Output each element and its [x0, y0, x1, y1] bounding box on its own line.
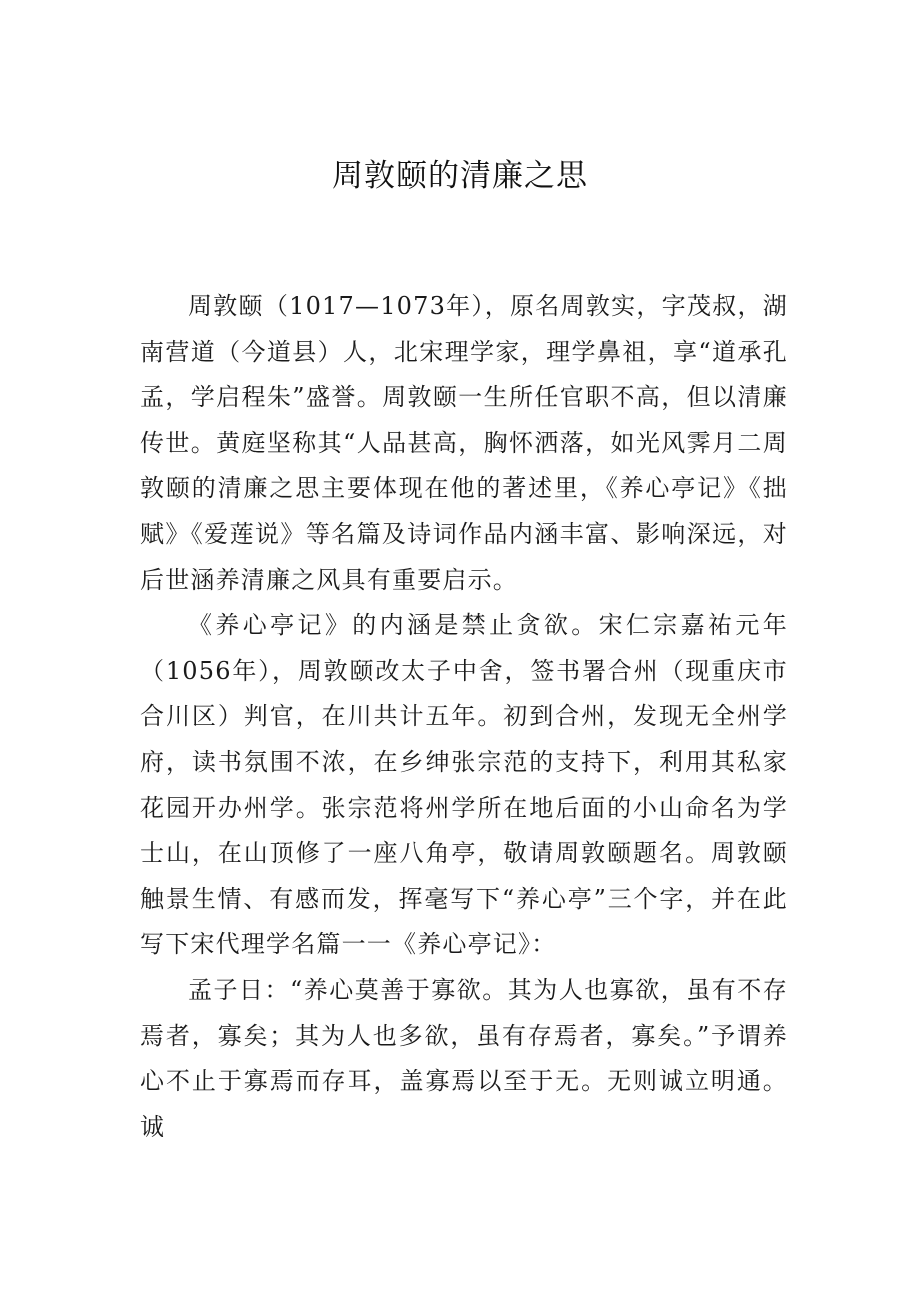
page-title: 周敦颐的清廉之思	[332, 158, 588, 194]
paragraph-yangxinting: 《养心亭记》的内涵是禁止贪欲。宋仁宗嘉祐元年（1056年），周敦颐改太子中舍，签书署合州（现重庆市合川区）判官，在川共计五年。初到合州，发现无全州学府，读书氛围不浓，在乡绅张宗范的支持下，利用其私家花园开办州学。张宗范将州学所在地后面的小山命名为学士山，在山顶修了一座八角亭，敬请周敦颐题名。周敦颐触景生情、有感而发，挥毫写下“养心亭”三个字，并在此写下宋代理学名篇一一《养心亭记》：	[140, 611, 788, 959]
paragraph-intro: 周敦颐（1017—1073年），原名周敦实，字茂叔，湖南营道（今道县）人，北宋理学家，理学鼻祖，享“道承孔孟，学启程朱”盛誉。周敦颐一生所任官职不高，但以清廉传世。黄庭坚称其“人品甚高，胸怀洒落，如光风霁月二周敦颐的清廉之思主要体现在他的著述里，《养心亭记》《拙赋》《爱莲说》等名篇及诗词作品内涵丰富、影响深远，对后世涵养清廉之风具有重要启示。	[140, 292, 788, 594]
document-body	[140, 284, 788, 1150]
paragraph-quotation: 孟子日：“养心莫善于寡欲。其为人也寡欲，虽有不存焉者，寡矣；其为人也多欲，虽有存焉者，寡矣。”予谓养心不止于寡焉而存耳，盖寡焉以至于无。无则诚立明通。诚	[140, 975, 788, 1141]
